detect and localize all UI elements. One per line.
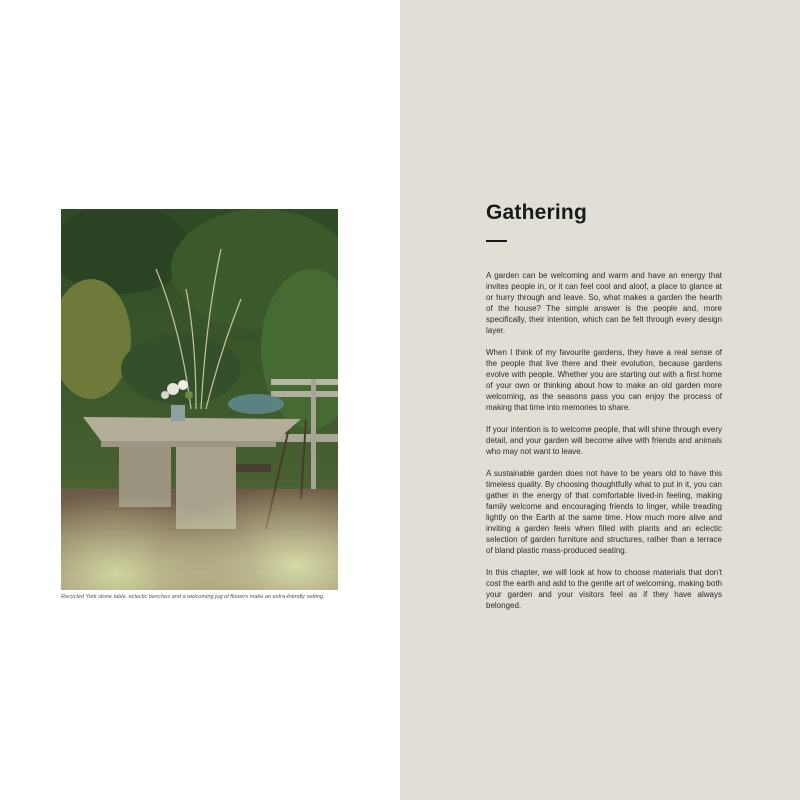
garden-photo [61,209,338,590]
body-paragraph: In this chapter, we will look at how to choose materials that don't cost the earth and add to the gentle art of welcoming, making both your garden and your visitors feel as if they have always belonged. [486,568,722,610]
body-paragraph: A garden can be welcoming and warm and have an energy that invites people in, or it can feel cool and aloof, a place to glance at or hurry through and leave. So, what makes a garden the hearth of the house? The simple answer is the people and, more specifically, their intention, which can be felt through every design layer. [486,271,722,335]
body-paragraph: If your intention is to welcome people, that will shine through every detail, and your garden will become alive with friends and animals who may not want to leave. [486,425,722,456]
body-paragraph: When I think of my favourite gardens, they have a real sense of the people that live there and their evolution, because gardens evolve with people. Whether you are starting out with a first home of your own or thinking about how to make an old garden more welcoming, as the seasons pass you can enjoy the process of making that time into memories to share. [486,348,722,412]
chapter-title: Gathering [486,201,587,224]
photo-caption: Recycled York stone table, eclectic benches and a welcoming jug of flowers make an extra-friendly setting. [61,594,325,600]
body-paragraph: A sustainable garden does not have to be years old to have this timeless quality. By choosing thoughtfully what to put in it, you can gather in the energy of that comfortable lived-in feeling, making family welcome and encouraging friends to linger, while treading lightly on the Earth at the same time. How much more alive and inviting a garden feels when filled with plants and an eclectic selection of garden furniture and structures, rather than a terrace of bland plastic mass-produced seating. [486,469,722,555]
chapter-body [486,270,722,622]
title-underline [486,240,507,242]
